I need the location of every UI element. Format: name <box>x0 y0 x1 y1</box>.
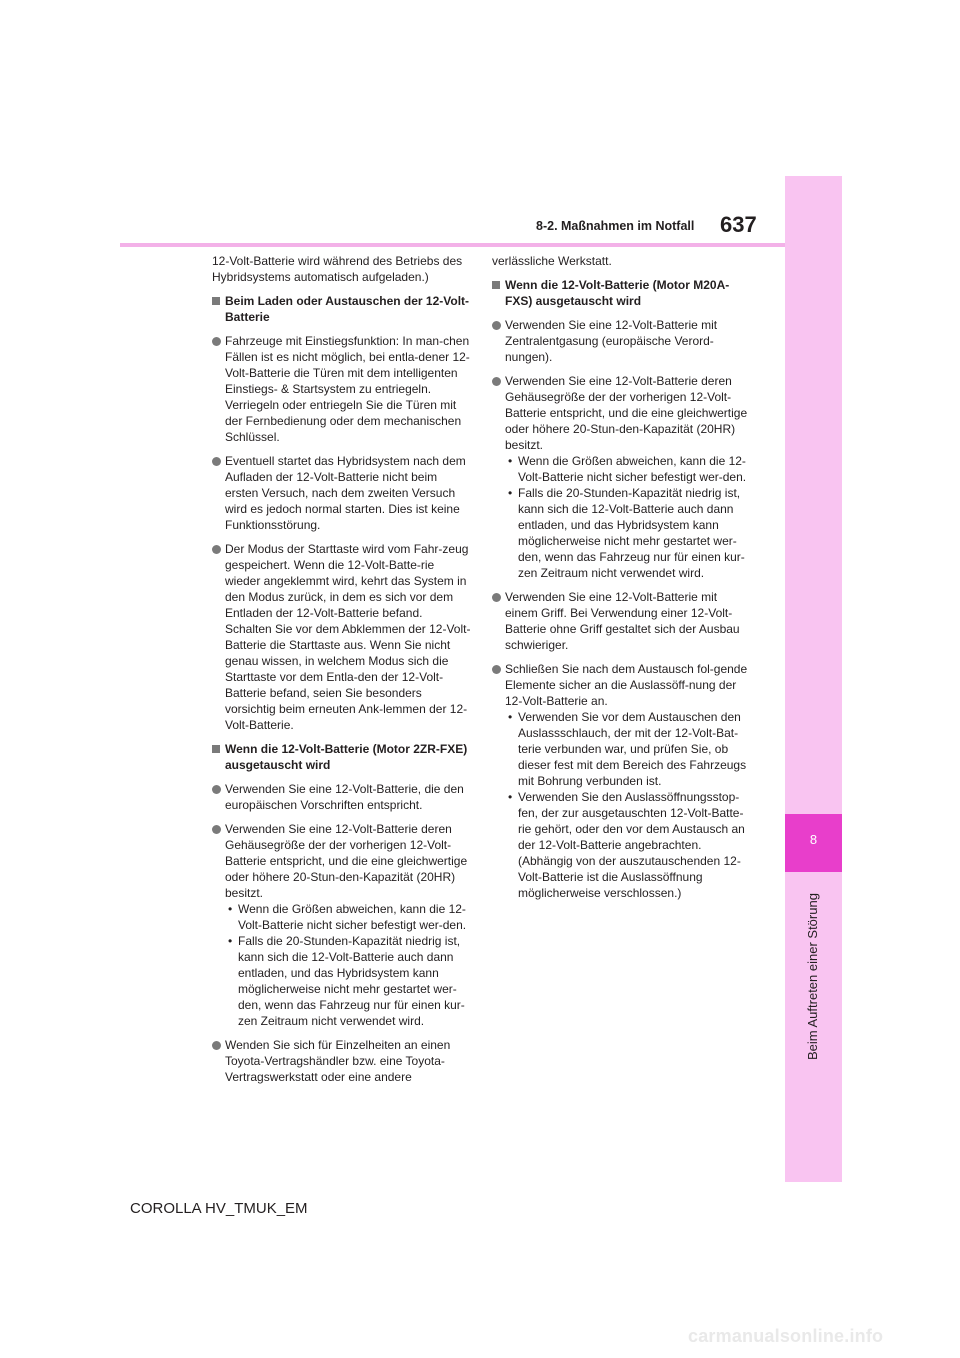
section-heading <box>212 741 472 773</box>
header-divider <box>120 243 785 247</box>
circle-bullet-icon <box>492 665 501 674</box>
square-bullet-icon <box>212 297 220 305</box>
bullet-text: Schließen Sie nach dem Austausch fol-gende Elemente sicher an die Auslassöff-nung der 12-Volt-Batterie an. <box>505 662 748 708</box>
circle-bullet-icon <box>212 457 221 466</box>
sub-bullet-text: Wenn die Größen abweichen, kann die 12-Volt-Batterie nicht sicher befestigt wer-den. <box>238 902 467 932</box>
chapter-number: 8 <box>809 832 818 847</box>
bullet-text: Der Modus der Starttaste wird vom Fahr-zeug gespeichert. Wenn die 12-Volt-Batte-rie wieder angeklemmt wird, kehrt das System in den Modus zurück, in dem es sich vor dem Entladen der 12-Volt-Batterie befand. Schalten Sie vor dem Abklemmen der 12-Volt-Batterie die Starttaste aus. Wenn Sie nicht genau wissen, in welchem Modus sich die Starttaste vor dem Entla-den der 12-Volt-Batterie befand, seien Sie besonders vorsichtig beim erneuten Ank-lemmen der 12-Volt-Batterie. <box>225 542 471 732</box>
sub-bullet-item <box>505 485 752 581</box>
circle-bullet-icon <box>212 1041 221 1050</box>
circle-bullet-icon <box>492 377 501 386</box>
sub-bullet-item <box>225 933 472 1029</box>
bullet-item <box>492 661 752 901</box>
bullet-text: Fahrzeuge mit Einstiegsfunktion: In man-chen Fällen ist es nicht möglich, bei entla-dener 12-Volt-Batterie die Türen mit dem intelligenten Einstiegs- & Startsystem zu entriegeln. Verriegeln oder entriegeln Sie die Türen mit der Fernbedienung oder dem mechanischen Schlüssel. <box>225 334 470 444</box>
section-heading <box>492 277 752 309</box>
circle-bullet-icon <box>492 593 501 602</box>
sub-bullet-marker: • <box>508 710 513 724</box>
chapter-tab <box>785 814 842 872</box>
sub-bullet-item <box>505 709 752 789</box>
circle-bullet-icon <box>212 785 221 794</box>
sub-bullet-item <box>505 789 752 901</box>
circle-bullet-icon <box>492 321 501 330</box>
page-number: 637 <box>720 212 757 237</box>
sub-bullet-text: Falls die 20-Stunden-Kapazität niedrig ist, kann sich die 12-Volt-Batterie auch dann entladen, und das Hybridsystem kann möglicherweise nicht mehr gestartet wer-den, wenn das Fahrzeug nur für einen kur-zen Zeitraum nicht verwendet wird. <box>518 486 745 580</box>
bullet-item <box>212 781 472 813</box>
bullet-item <box>212 333 472 445</box>
bullet-item <box>212 821 472 1029</box>
sub-bullet-text: Falls die 20-Stunden-Kapazität niedrig ist, kann sich die 12-Volt-Batterie auch dann entladen, und das Hybridsystem kann möglicherweise nicht mehr gestartet wer-den, wenn das Fahrzeug nur für einen kur-zen Zeitraum nicht verwendet wird. <box>238 934 465 1028</box>
bullet-item <box>212 1037 472 1085</box>
sub-bullet-marker: • <box>508 790 513 804</box>
heading-text: Wenn die 12-Volt-Batterie (Motor M20A-FXS) ausgetauscht wird <box>505 278 730 308</box>
sub-bullet-marker: • <box>228 902 233 916</box>
square-bullet-icon <box>492 281 500 289</box>
bullet-item <box>492 373 752 581</box>
bullet-item <box>492 589 752 653</box>
bullet-text: Verwenden Sie eine 12-Volt-Batterie, die den europäischen Vorschriften entspricht. <box>225 782 464 812</box>
heading-text: Beim Laden oder Austauschen der 12-Volt-Batterie <box>225 294 470 324</box>
square-bullet-icon <box>212 745 220 753</box>
intro-paragraph: 12-Volt-Batterie wird während des Betriebs des Hybridsystems automatisch aufgeladen.) <box>212 254 463 284</box>
circle-bullet-icon <box>212 825 221 834</box>
sub-bullet-marker: • <box>228 934 233 948</box>
intro-paragraph: verlässliche Werkstatt. <box>492 254 612 268</box>
bullet-item <box>492 317 752 365</box>
section-heading <box>212 293 472 325</box>
watermark: carmanualsonline.info <box>688 1326 884 1346</box>
sub-bullet-marker: • <box>508 454 513 468</box>
sub-bullet-text: Verwenden Sie den Auslassöffnungsstop-fen, der zur ausgetauschten 12-Volt-Batte-rie gehört, oder den vor dem Austausch an der 12-Volt-Batterie angebrachten. (Abhängig von der auszutauschenden 12-Volt-Batterie ist die Auslassöffnung möglicherweise verschlossen.) <box>518 790 745 900</box>
model-code: COROLLA HV_TMUK_EM <box>130 1200 308 1217</box>
bullet-text: Wenden Sie sich für Einzelheiten an einen Toyota-Vertragshändler bzw. eine Toyota-Vertragswerkstatt oder eine andere <box>225 1038 451 1084</box>
sub-bullet-marker: • <box>508 486 513 500</box>
chapter-title-text: Beim Auftreten einer Störung <box>805 893 820 1060</box>
heading-text: Wenn die 12-Volt-Batterie (Motor 2ZR-FXE) ausgetauscht wird <box>225 742 468 772</box>
right-column <box>492 253 752 909</box>
bullet-item <box>212 541 472 733</box>
left-column <box>212 253 472 1093</box>
bullet-text: Eventuell startet das Hybridsystem nach dem Aufladen der 12-Volt-Batterie nicht beim ersten Versuch, nach dem zweiten Versuch wird es jedoch normal starten. Dies ist keine Funktionsstörung. <box>225 454 466 532</box>
circle-bullet-icon <box>212 337 221 346</box>
bullet-text: Verwenden Sie eine 12-Volt-Batterie deren Gehäusegröße der der vorherigen 12-Volt-Batterie entspricht, und die eine gleichwertige oder höhere 20-Stun-den-Kapazität (20HR) besitzt. <box>225 822 468 900</box>
sub-bullet-text: Verwenden Sie vor dem Austauschen den Auslassschlauch, der mit der 12-Volt-Bat-terie verbunden war, und prüfen Sie, ob dieser fest mit dem Bereich des Fahrzeugs mit Bohrung verbunden ist. <box>518 710 747 788</box>
circle-bullet-icon <box>212 545 221 554</box>
bullet-item <box>212 453 472 533</box>
sub-bullet-item <box>225 901 472 933</box>
sub-bullet-text: Wenn die Größen abweichen, kann die 12-Volt-Batterie nicht sicher befestigt wer-den. <box>518 454 747 484</box>
section-title: 8-2. Maßnahmen im Notfall <box>536 219 695 233</box>
bullet-text: Verwenden Sie eine 12-Volt-Batterie mit Zentralentgasung (europäische Verord-nungen). <box>505 318 718 364</box>
chapter-title <box>803 880 823 1060</box>
bullet-text: Verwenden Sie eine 12-Volt-Batterie mit einem Griff. Bei Verwendung einer 12-Volt-Batterie ohne Griff gestaltet sich der Ausbau schwieriger. <box>505 590 740 652</box>
bullet-text: Verwenden Sie eine 12-Volt-Batterie deren Gehäusegröße der der vorherigen 12-Volt-Batterie entspricht, und die eine gleichwertige oder höhere 20-Stun-den-Kapazität (20HR) besitzt. <box>505 374 748 452</box>
sub-bullet-item <box>505 453 752 485</box>
